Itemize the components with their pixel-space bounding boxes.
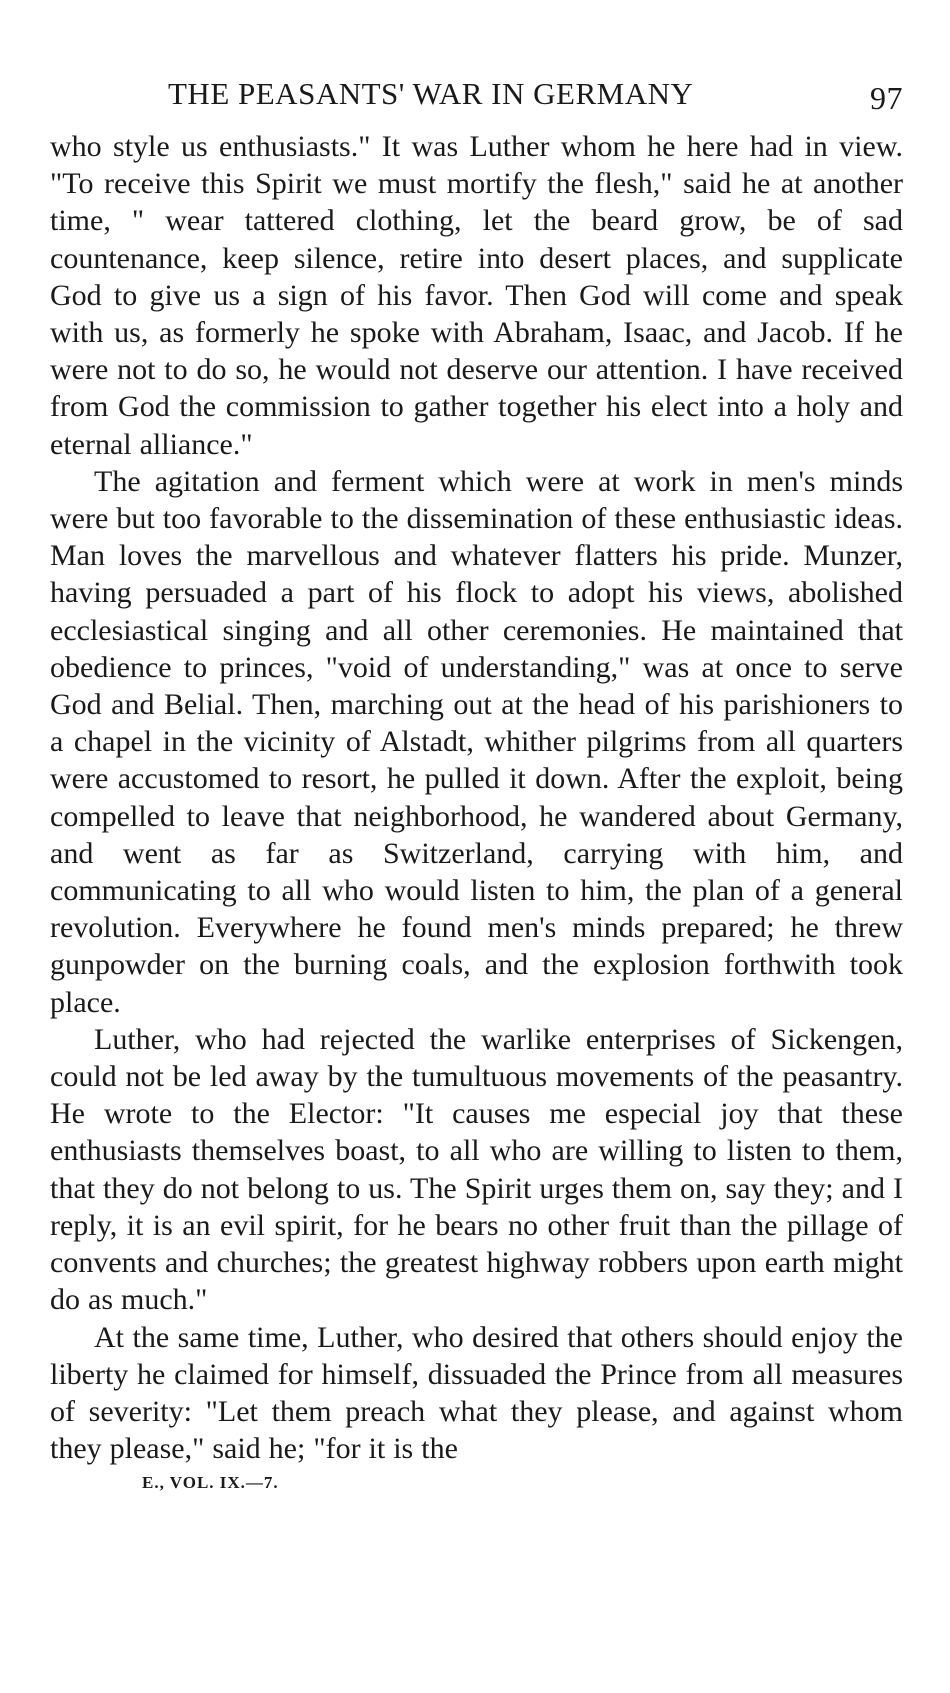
running-head (50, 70, 903, 122)
paragraph-continued: who style us enthusiasts." It was Luther whom he here had in view. "To receive this Spirit we must mortify the flesh," said he at another time, " wear tattered clothing, let the beard grow, be of sad countenance, keep silence, retire into desert places, and supplicate God to give us a sign of his favor. Then God will come and speak with us, as formerly he spoke with Abraham, Isaac, and Jacob. If he were not to do so, he would not deserve our attention. I have received from God the commission to gather together his elect into a holy and eternal alliance." (50, 130, 903, 461)
paragraph-same-time: At the same time, Luther, who desired that others should enjoy the liberty he claimed for himself, dissuaded the Prince from all measures of severity: "Let them preach what they please, and against whom they please," said he; "for it is the (50, 1320, 903, 1466)
page-number: 97 (870, 80, 903, 116)
book-page (50, 70, 903, 1493)
paragraph-agitation: The agitation and ferment which were at work in men's minds were but too favorable to the dissemination of these enthusiastic ideas. Man loves the marvellous and whatever flatters his pride. Munzer, having persuaded a part of his flock to adopt his views, abolished ecclesiastical singing and all other ceremonies. He maintained that obedience to princes, "void of understanding," was at once to serve God and Belial. Then, marching out at the head of his parishioners to a chapel in the vicinity of Alstadt, whither pilgrims from all quarters were accustomed to resort, he pulled it down. After the exploit, being compelled to leave that neighborhood, he wandered about Germany, and went as far as Switzerland, carrying with him, and communicating to all who would listen to him, the plan of a general revolution. Everywhere he found men's minds prepared; he threw gunpowder on the burning coals, and the explosion forthwith took place. (50, 464, 903, 1019)
text-body (50, 128, 903, 1467)
running-title: THE PEASANTS' WAR IN GERMANY (168, 76, 694, 111)
signature-mark: E., VOL. IX.—7. (142, 1473, 279, 1493)
paragraph-luther-rejected: Luther, who had rejected the warlike enterprises of Sickengen, could not be led away by the tumultuous movements of the peasantry. He wrote to the Elector: "It causes me especial joy that these enthusiasts themselves boast, to all who are willing to listen to them, that they do not belong to us. The Spirit urges them on, say they; and I reply, it is an evil spirit, for he bears no other fruit than the pillage of convents and churches; the greatest highway robbers upon earth might do as much." (50, 1022, 903, 1317)
